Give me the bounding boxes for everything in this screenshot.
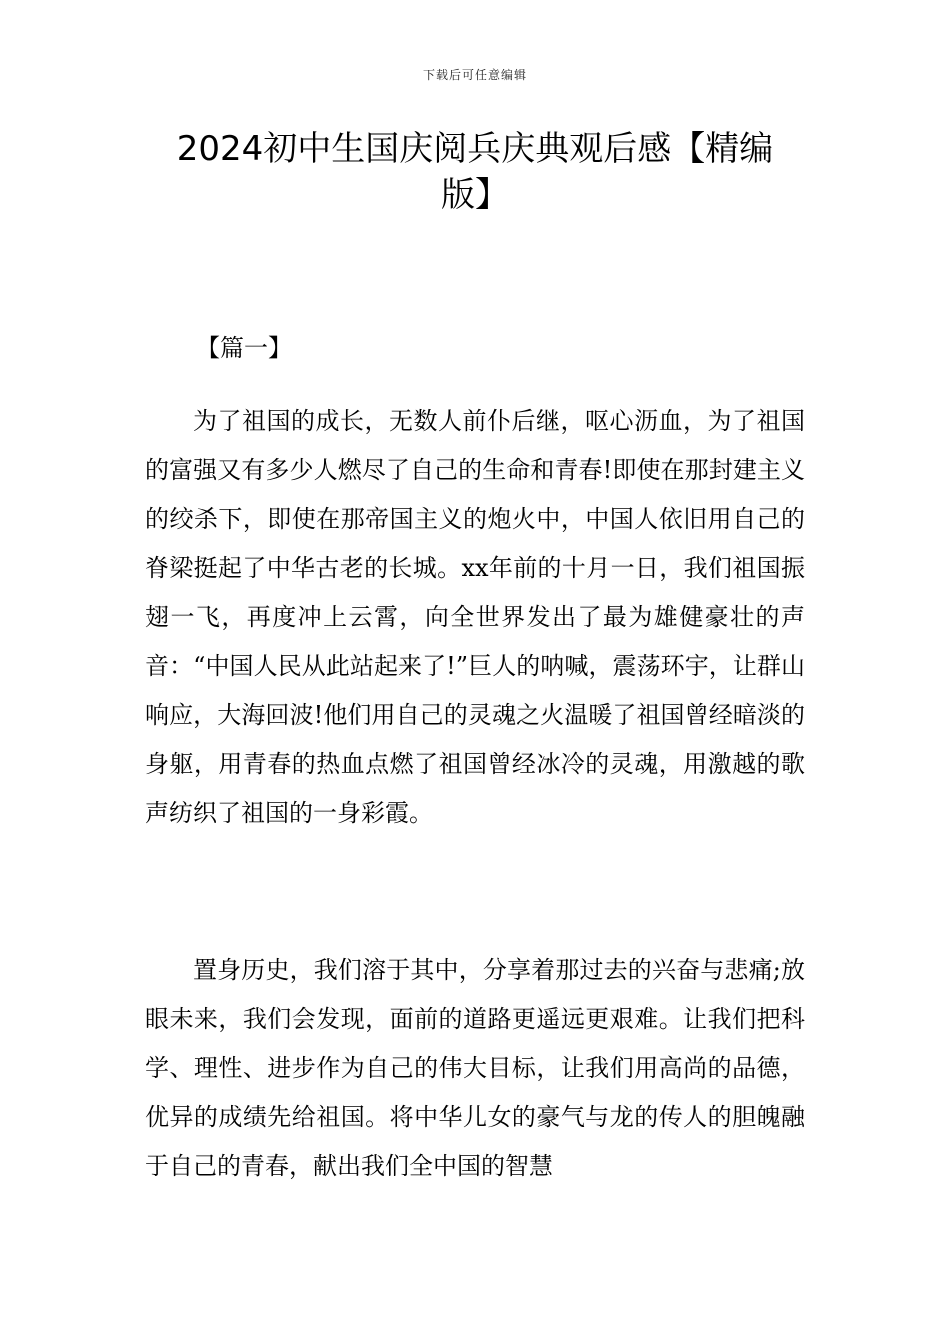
header-note: 下载后可任意编辑 xyxy=(422,68,527,82)
paragraph-1: 为了祖国的成长，无数人前仆后继，呕心沥血，为了祖国的富强又有多少人燃尽了自己的生命和青春!即使在那封建主义的绞杀下，即使在那帝国主义的炮火中，中国人依旧用自己的脊梁挺起了中华古老的长城。xx年前的十月一日，我们祖国振翅一飞，再度冲上云霄，向全世界发出了最为雄健豪壮的声音：“中国人民从此站起来了!”巨人的呐喊，震荡环宇，让群山响应，大海回波!他们用自己的灵魂之火温暖了祖国曾经暗淡的身躯，用青春的热血点燃了祖国曾经冰冷的灵魂，用激越的歌声纺织了祖国的一身彩霞。 xyxy=(145,407,805,827)
section-label: 【篇一】 xyxy=(196,334,292,362)
document-title: 2024初中生国庆阅兵庆典观后感【精编版】 xyxy=(176,129,774,215)
paragraph-2: 置身历史，我们溶于其中，分享着那过去的兴奋与悲痛;放眼未来，我们会发现，面前的道路更遥远更艰难。让我们把科学、理性、进步作为自己的伟大目标，让我们用高尚的品德，优异的成绩先给祖国。将中华儿女的豪气与龙的传人的胆魄融于自己的青春，献出我们全中国的智慧 xyxy=(145,956,805,1180)
